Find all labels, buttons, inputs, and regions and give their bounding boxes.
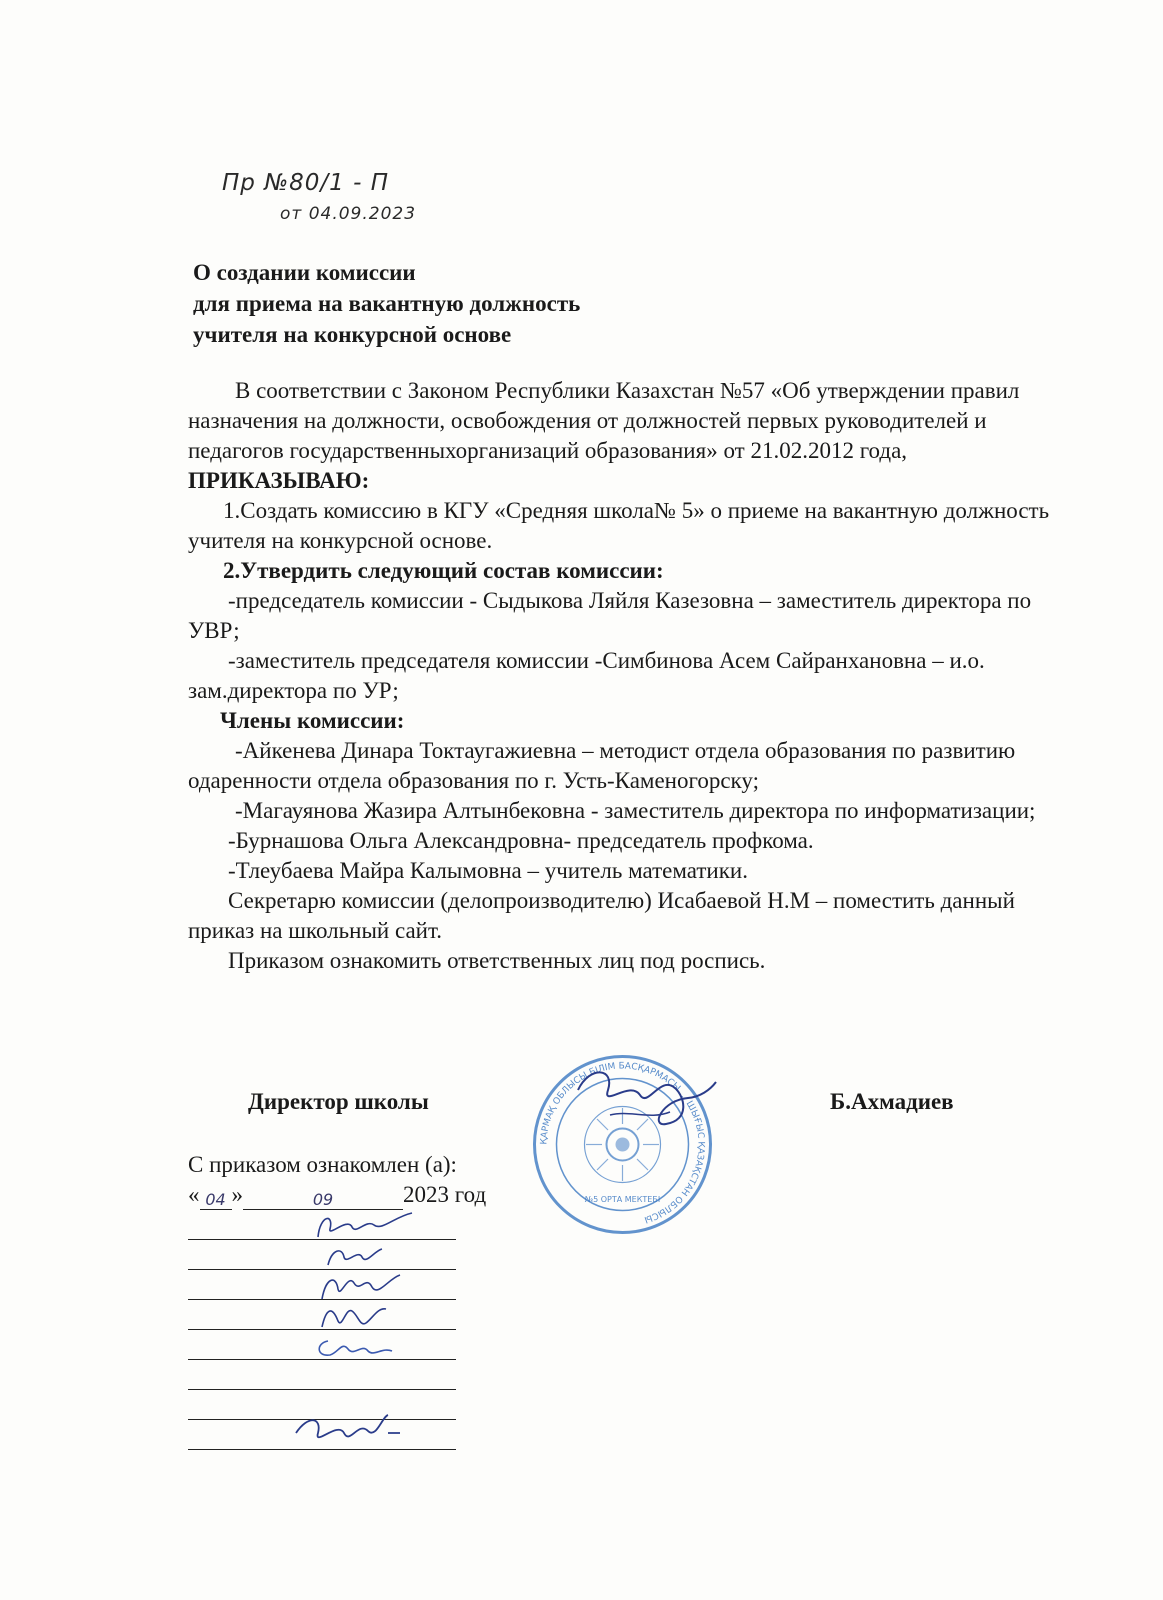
order-word: ПРИКАЗЫВАЮ:	[188, 468, 370, 493]
member-signature	[308, 1269, 418, 1301]
ack-month: 09	[243, 1191, 403, 1210]
document-title	[193, 257, 580, 350]
signature-line	[188, 1300, 456, 1330]
acquaint-line: Приказом ознакомить ответственных лиц под роспись.	[228, 948, 766, 973]
signature-lines	[188, 1210, 456, 1450]
ack-year: 2023 год	[403, 1182, 487, 1207]
document-body	[188, 376, 1068, 976]
close-quote: »	[231, 1182, 243, 1207]
member-signature	[308, 1329, 418, 1361]
secretary-line: Секретарю комиссии (делопроизводителю) Исабаевой Н.М – поместить данный приказ на школьный сайт.	[188, 888, 1015, 943]
ack-day: 04	[200, 1191, 232, 1210]
item-2-heading: 2.Утвердить следующий состав комиссии:	[223, 558, 664, 583]
member-line: -Тлеубаева Майра Калымовна – учитель математики.	[228, 858, 748, 883]
member-signature	[288, 1411, 408, 1451]
preamble-text: В соответствии с Законом Республики Казахстан №57 «Об утверждении правил назначения на должности, освобождения от должностей первых руководителей и педагогов государственныхорганизаций образования» от 21.02.2012 года,	[188, 378, 1020, 463]
director-title: Директор школы	[248, 1089, 429, 1114]
signature-line	[188, 1360, 456, 1390]
member-signature	[308, 1209, 418, 1241]
member-signature	[308, 1239, 418, 1271]
handwritten-order-date: от 04.09.2023	[280, 204, 417, 224]
acknowledgement-block	[188, 1150, 486, 1210]
signature-line	[188, 1270, 456, 1300]
stamp-inner-text: №5 ОРТА МЕКТЕБІ	[584, 1195, 661, 1204]
signature-line	[188, 1240, 456, 1270]
title-line-1: О создании комиссии	[193, 260, 416, 285]
handwritten-order-number: Пр №80/1 - П	[222, 170, 389, 196]
item-1: 1.Создать комиссию в КГУ «Средняя школа№ 5» о приеме на вакантную должность учителя на конкурсной основе.	[188, 498, 1050, 553]
member-line: -Магауянова Жазира Алтынбековна - заместитель директора по информатизации;	[235, 798, 1036, 823]
title-line-3: учителя на конкурсной основе	[193, 322, 512, 347]
director-name: Б.Ахмадиев	[830, 1089, 954, 1114]
member-line: -Бурнашова Ольга Александровна- председатель профкома.	[228, 828, 814, 853]
signature-line	[188, 1210, 456, 1240]
open-quote: «	[188, 1182, 200, 1207]
member-signature	[308, 1299, 418, 1331]
preamble-paragraph	[188, 376, 1068, 496]
member-line: -Айкенева Динара Токтаугажиевна – методист отдела образования по развитию одаренности отдела образования по г. Усть-Каменогорску;	[188, 738, 1016, 793]
signature-line	[188, 1330, 456, 1360]
members-heading: Члены комиссии:	[220, 708, 405, 733]
deputy-line: -заместитель председателя комиссии -Симбинова Асем Сайранхановна – и.о. зам.директора по УР;	[188, 648, 985, 703]
acknowledgement-date	[188, 1180, 486, 1210]
stamp-outer-text: ҚАРМАҚ ОБЛЫСЫ БІЛІМ БАСҚАРМАСЫ ... ШЫҒЫС ҚАЗАҚСТАН ОБЛЫСЫ	[539, 1061, 706, 1225]
director-signature	[570, 1060, 720, 1150]
acknowledgement-label: С приказом ознакомлен (а):	[188, 1152, 457, 1177]
signature-line	[188, 1420, 456, 1450]
title-line-2: для приема на вакантную должность	[193, 291, 581, 316]
chairman-line: -председатель комиссии - Сыдыкова Ляйля Казезовна – заместитель директора по УВР;	[188, 588, 1032, 643]
